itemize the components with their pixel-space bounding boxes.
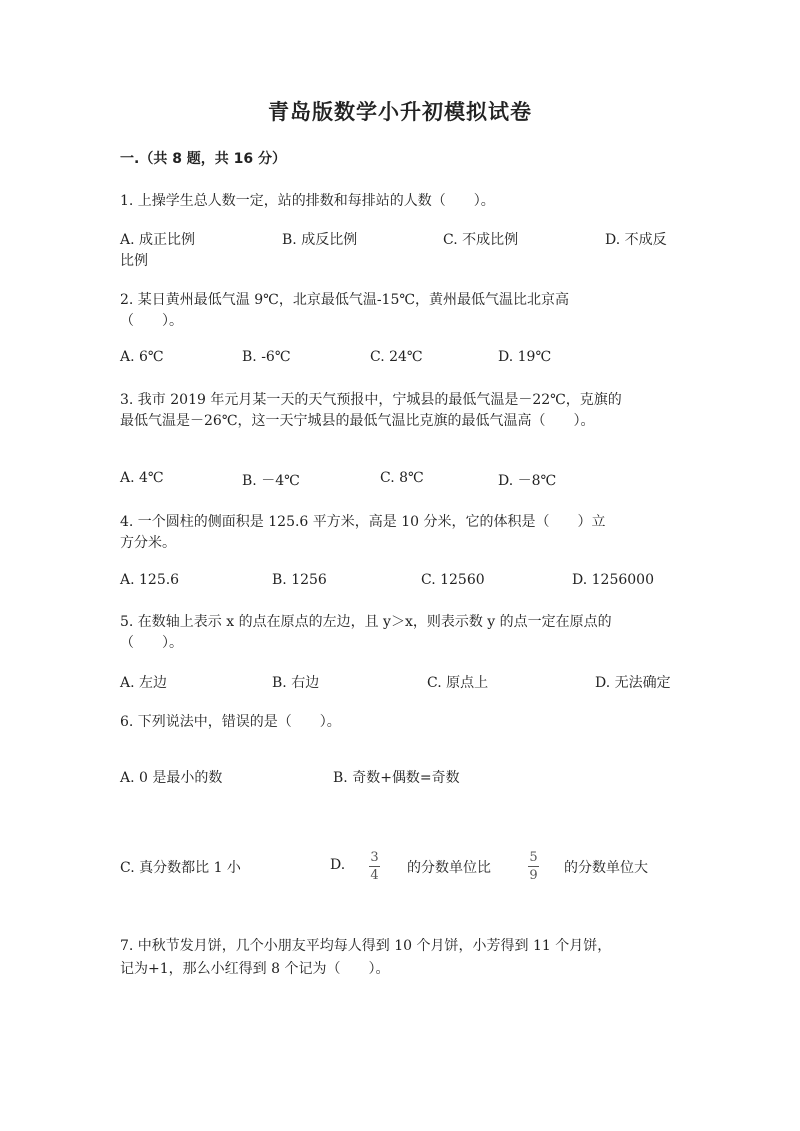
question-2-stem-cont: （ ）。: [120, 313, 183, 329]
question-2-stem: 2. 某日黄州最低气温 9℃，北京最低气温-15℃，黄州最低气温比北京高: [120, 292, 570, 308]
section-heading: 一.（共 8 题，共 16 分）: [120, 151, 287, 167]
question-4-option-c: C. 12560: [421, 572, 485, 588]
question-5-option-a: A. 左边: [120, 675, 168, 691]
question-2-option-c: C. 24℃: [370, 349, 423, 365]
question-3-stem: 3. 我市 2019 年元月某一天的天气预报中，宁城县的最低气温是－22℃，克旗的: [120, 392, 622, 408]
fraction-bar: [528, 866, 539, 867]
question-1-option-d: D. 不成反: [605, 232, 667, 248]
page-title: 青岛版数学小升初模拟试卷: [268, 100, 532, 124]
question-6-option-a: A. 0 是最小的数: [120, 770, 223, 786]
question-2-option-a: A. 6℃: [120, 349, 164, 365]
question-5-option-c: C. 原点上: [427, 675, 489, 691]
fraction-numerator: 5: [529, 850, 538, 865]
question-1-option-a: A. 成正比例: [120, 232, 196, 248]
question-6-option-c: C. 真分数都比 1 小: [120, 860, 241, 876]
question-5-stem: 5. 在数轴上表示 x 的点在原点的左边，且 y＞x，则表示数 y 的点一定在原点的: [120, 614, 612, 630]
question-3-stem-cont: 最低气温是－26℃，这一天宁城县的最低气温比克旗的最低气温高（ ）。: [120, 413, 595, 429]
question-4-option-a: A. 125.6: [120, 572, 180, 588]
question-6-option-d-suffix: 的分数单位大: [564, 860, 648, 876]
question-6-stem: 6. 下列说法中，错误的是（ ）。: [120, 714, 341, 730]
question-3-option-d: D. －8℃: [498, 473, 557, 489]
question-4-stem-cont: 方分米。: [120, 535, 176, 551]
fraction-bar: [369, 866, 380, 867]
question-5-option-b: B. 右边: [272, 675, 320, 691]
question-1-option-b: B. 成反比例: [282, 232, 358, 248]
question-1-option-c: C. 不成比例: [443, 232, 519, 248]
question-2-option-d: D. 19℃: [498, 349, 552, 365]
question-5-option-d: D. 无法确定: [595, 675, 671, 691]
question-3-option-a: A. 4℃: [120, 470, 164, 486]
question-6-option-d-middle: 的分数单位比: [407, 860, 491, 876]
question-4-option-d: D. 1256000: [572, 572, 654, 588]
question-7-stem-cont: 记为+1，那么小红得到 8 个记为（ ）。: [120, 961, 390, 977]
question-5-stem-cont: （ ）。: [120, 635, 183, 651]
question-4-stem: 4. 一个圆柱的侧面积是 125.6 平方米，高是 10 分米，它的体积是（ ）立: [120, 514, 606, 530]
fraction-numerator: 3: [370, 850, 379, 865]
fraction-denominator: 4: [370, 868, 379, 883]
question-3-option-b: B. －4℃: [242, 473, 300, 489]
question-6-option-d-label: D.: [330, 857, 346, 873]
question-3-option-c: C. 8℃: [380, 470, 424, 486]
question-1-option-d-wrap: 比例: [120, 253, 148, 269]
fraction-denominator: 9: [529, 868, 538, 883]
question-4-option-b: B. 1256: [272, 572, 327, 588]
fraction-three-quarters: [369, 849, 380, 883]
question-6-option-b: B. 奇数+偶数=奇数: [333, 770, 460, 786]
question-7-stem: 7. 中秋节发月饼，几个小朋友平均每人得到 10 个月饼，小芳得到 11 个月饼，: [120, 938, 612, 954]
question-2-option-b: B. -6℃: [242, 349, 291, 365]
fraction-five-ninths: [528, 849, 539, 883]
question-1-stem: 1. 上操学生总人数一定，站的排数和每排站的人数（ ）。: [120, 193, 495, 209]
